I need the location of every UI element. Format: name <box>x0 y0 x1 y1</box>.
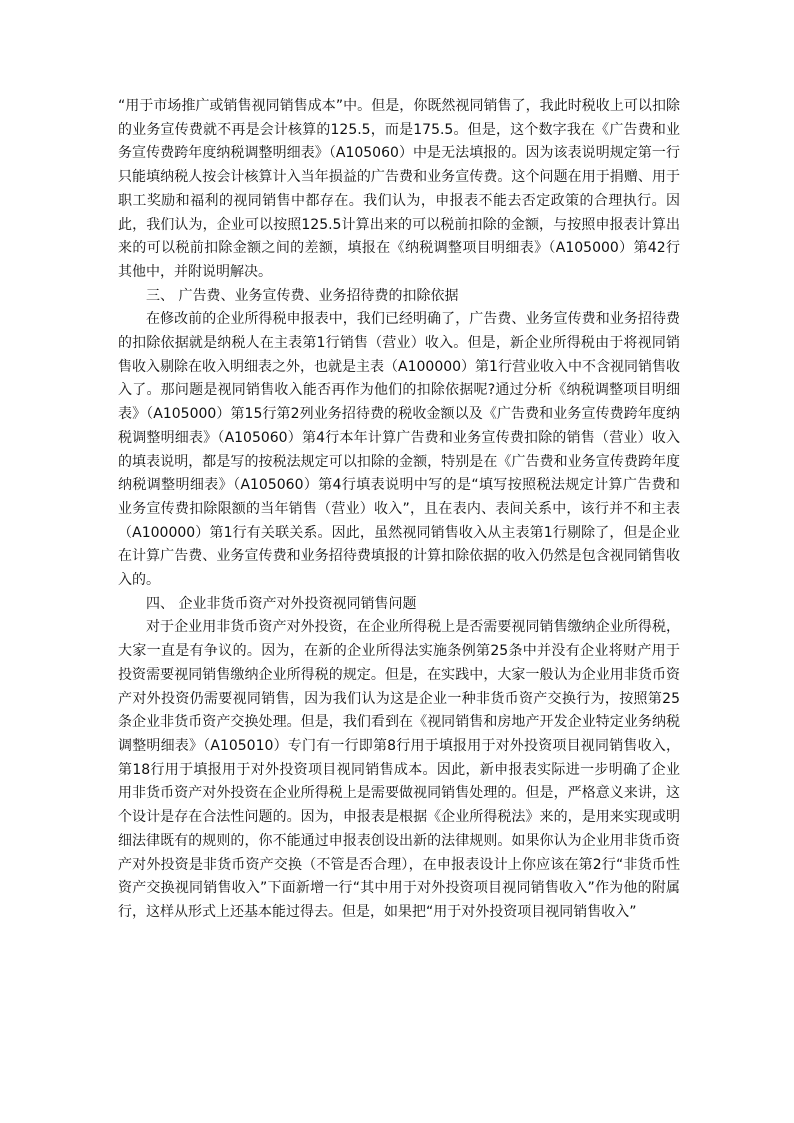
section-heading-4: 四、 企业非货币资产对外投资视同销售问题 <box>146 595 417 612</box>
paragraph-deduction-basis: 在修改前的企业所得税申报表中，我们已经明确了，广告费、业务宣传费和业务招待费的扣除依据就是纳税人在主表第1行销售（营业）收入。但是，新企业所得税由于将视同销售收入剔除在收入明细表之外，也就是主表（A100000）第1行营业收入中不含视同销售收入了。那问题是视同销售收入能否再作为他们的扣除依据呢?通过分析《纳税调整项目明细表》（A105000）第15行第2列业务招待费的税收金额以及《广告费和业务宣传费跨年度纳税调整明细表》（A105060）第4行本年计算广告费和业务宣传费扣除的销售（营业）收入的填表说明，都是写的按税法规定可以扣除的金额，特别是在《广告费和业务宣传费跨年度纳税调整明细表》（A105060）第4行填表说明中写的是“填写按照税法规定计算广告费和业务宣传费扣除限额的当年销售（营业）收入”，且在表内、表间关系中，该行并不和主表（A100000）第1行有关联关系。因此，虽然视同销售收入从主表第1行剔除了，但是企业在计算广告费、业务宣传费和业务招待费填报的计算扣除依据的收入仍然是包含视同销售收入的。 <box>118 311 680 589</box>
paragraph-continuation: “用于市场推广或销售视同销售成本”中。但是，你既然视同销售了，我此时税收上可以扣除的业务宣传费就不再是会计核算的125.5，而是175.5。但是，这个数字我在《广告费和业务宣传费跨年度纳税调整明细表》（A105060）中是无法填报的。因为该表说明规定第一行只能填纳税人按会计核算计入当年损益的广告费和业务宣传费。这个问题在用于捐赠、用于职工奖励和福利的视同销售中都存在。我们认为，申报表不能去否定政策的合理执行。因此，我们认为，企业可以按照125.5计算出来的可以税前扣除的金额，与按照申报表计算出来的可以税前扣除金额之间的差额，填报在《纳税调整项目明细表》（A105000）第42行其他中，并附说明解决。 <box>118 98 680 280</box>
section-heading-3: 三、 广告费、业务宣传费、业务招待费的扣除依据 <box>146 287 459 304</box>
document-page <box>118 95 680 925</box>
paragraph-noncash-investment: 对于企业用非货币资产对外投资，在企业所得税上是否需要视同销售缴纳企业所得税，大家一直是有争议的。因为，在新的企业所得法实施条例第25条中并没有企业将财产用于投资需要视同销售缴纳企业所得税的规定。但是，在实践中，大家一般认为企业用非货币资产对外投资仍需要视同销售，因为我们认为这是企业一种非货币资产交换行为，按照第25条企业非货币资产交换处理。但是，我们看到在《视同销售和房地产开发企业特定业务纳税调整明细表》（A105010）专门有一行即第8行用于填报用于对外投资项目视同销售收入，第18行用于填报用于对外投资项目视同销售成本。因此，新申报表实际进一步明确了企业用非货币资产对外投资在企业所得税上是需要做视同销售处理的。但是，严格意义来讲，这个设计是存在合法性问题的。因为，申报表是根据《企业所得税法》来的，是用来实现或明细法律既有的规则的，你不能通过申报表创设出新的法律规则。如果你认为企业用非货币资产对外投资是非货币资产交换（不管是否合理），在申报表设计上你应该在第2行“非货币性资产交换视同销售收入”下面新增一行“其中用于对外投资项目视同销售收入”作为他的附属行，这样从形式上还基本能过得去。但是，如果把“用于对外投资项目视同销售收入” <box>118 619 680 920</box>
